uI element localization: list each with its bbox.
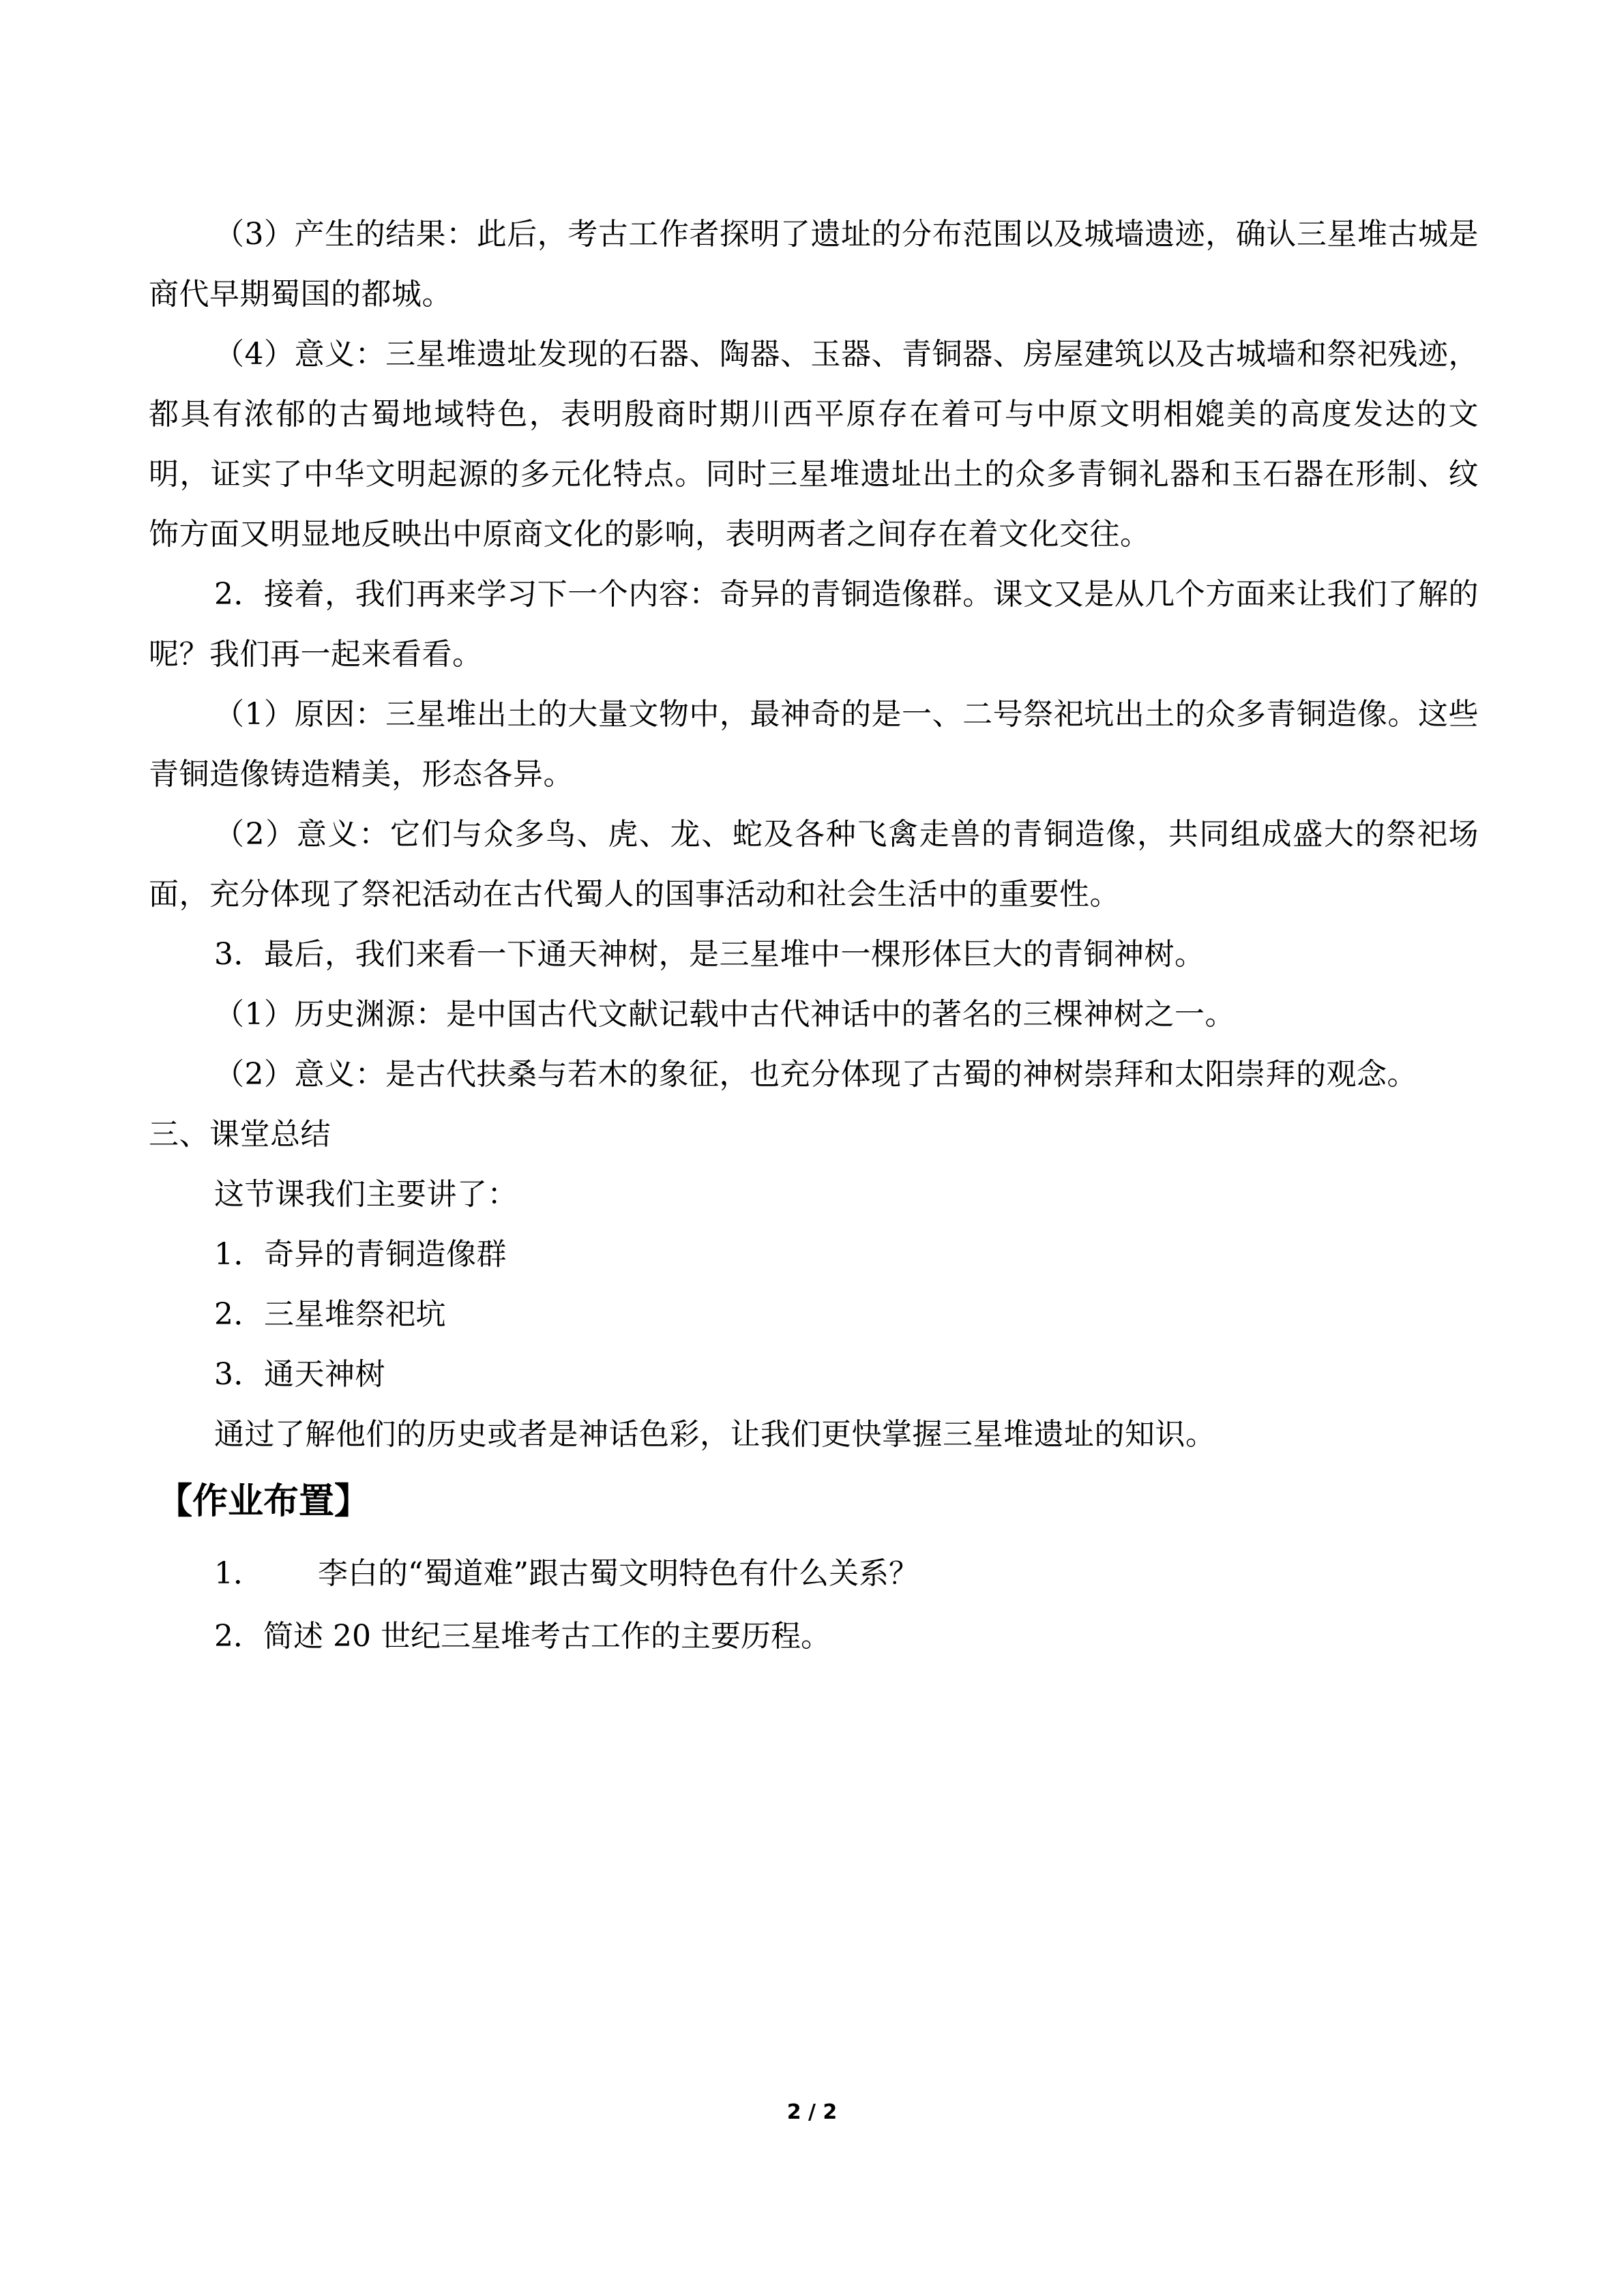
- homework-item-text: 李白的“蜀道难”跟古蜀文明特色有什么关系？: [318, 1556, 919, 1591]
- homework-item-number: 1．: [214, 1556, 263, 1591]
- summary-item: 3．通天神树: [214, 1357, 385, 1392]
- summary-intro: 这节课我们主要讲了：: [214, 1177, 518, 1212]
- document-body: [149, 205, 1479, 1668]
- summary-item: 1．奇异的青铜造像群: [214, 1237, 507, 1272]
- paragraph-bronze-intro: 2．接着，我们再来学习下一个内容：奇异的青铜造像群。课文又是从几个方面来让我们了解的呢？我们再一起来看看。: [149, 577, 1479, 672]
- summary-conclusion: 通过了解他们的历史或者是神话色彩，让我们更快掌握三星堆遗址的知识。: [214, 1417, 1216, 1452]
- paragraph-sacred-tree-significance: （2）意义：是古代扶桑与若木的象征，也充分体现了古蜀的神树崇拜和太阳崇拜的观念。: [214, 1057, 1417, 1092]
- paragraph-sacred-tree-intro: 3．最后，我们来看一下通天神树，是三星堆中一棵形体巨大的青铜神树。: [214, 937, 1205, 972]
- paragraph-sacred-tree-origin: （1）历史渊源：是中国古代文献记载中古代神话中的著名的三棵神树之一。: [214, 997, 1235, 1032]
- paragraph-bronze-significance: （2）意义：它们与众多鸟、虎、龙、蛇及各种飞禽走兽的青铜造像，共同组成盛大的祭祀场面，充分体现了祭祀活动在古代蜀人的国事活动和社会生活中的重要性。: [149, 817, 1479, 912]
- homework-item-text: 简述 20 世纪三星堆考古工作的主要历程。: [263, 1619, 831, 1654]
- homework-heading: 【作业布置】: [157, 1481, 370, 1522]
- summary-item: 2．三星堆祭祀坑: [214, 1297, 446, 1332]
- paragraph-significance: （4）意义：三星堆遗址发现的石器、陶器、玉器、青铜器、房屋建筑以及古城墙和祭祀残迹，都具有浓郁的古蜀地域特色，表明殷商时期川西平原存在着可与中原文明相媲美的高度发达的文明，证实了中华文明起源的多元化特点。同时三星堆遗址出土的众多青铜礼器和玉石器在形制、纹饰方面又明显地反映出中原商文化的影响，表明两者之间存在着文化交往。: [149, 337, 1479, 552]
- paragraph-bronze-reason: （1）原因：三星堆出土的大量文物中，最神奇的是一、二号祭祀坑出土的众多青铜造像。这些青铜造像铸造精美，形态各异。: [149, 697, 1479, 792]
- page-number: 2 / 2: [786, 2100, 838, 2124]
- homework-item: [149, 1542, 1479, 1605]
- section-title-summary: 三、课堂总结: [149, 1117, 331, 1152]
- paragraph-result: （3）产生的结果：此后，考古工作者探明了遗址的分布范围以及城墙遗迹，确认三星堆古城是商代早期蜀国的都城。: [149, 217, 1479, 312]
- homework-item: [149, 1605, 1479, 1668]
- homework-item-number: 2．: [214, 1619, 263, 1654]
